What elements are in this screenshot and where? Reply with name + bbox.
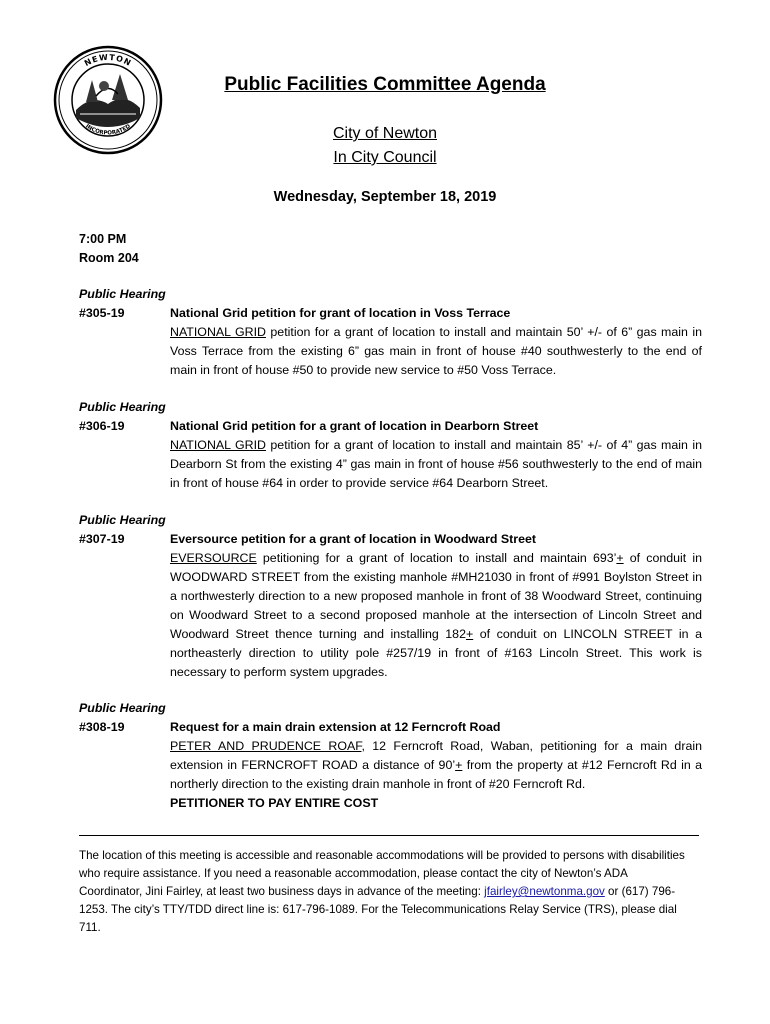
- agenda-item: [79, 398, 704, 493]
- item-heading: Request for a main drain extension at 12 Ferncroft Road: [170, 720, 501, 734]
- svg-text:NEWTON: NEWTON: [82, 52, 134, 69]
- cost-note: PETITIONER TO PAY ENTIRE COST: [170, 796, 379, 810]
- item-number: #307-19: [79, 532, 125, 546]
- accessibility-notice: The location of this meeting is accessible and reasonable accommodations will be provided to persons with disabilities who require assistance. If you need a reasonable accommodation, please contact the city of Newton’s ADA Coordinator, Jini Fairley, at least two business days in advance of the meeting: jfairley@newtonma.gov or (617) 796-1253. The city’s TTY/TDD direct line is: 617-796-1089. For the Telecommunications Relay Service (TRS), please dial 711.: [79, 849, 685, 934]
- item-heading: National Grid petition for a grant of location in Dearborn Street: [170, 419, 539, 433]
- petitioner-name: EVERSOURCE: [170, 551, 257, 565]
- item-description: PETER AND PRUDENCE ROAF, 12 Ferncroft Road, Waban, petitioning for a main drain extension in FERNCROFT ROAD a distance of 90’+ from the property at #12 Ferncroft Rd in a northerly direction to the existing drain manhole in front of #20 Ferncroft Rd.: [170, 739, 702, 791]
- agenda-item: [79, 285, 704, 380]
- item-number: #305-19: [79, 306, 125, 320]
- city-name: City of Newton: [332, 125, 438, 142]
- city-heading: [0, 122, 770, 170]
- petitioner-name: NATIONAL GRID: [170, 325, 266, 339]
- council-name: In City Council: [333, 149, 437, 166]
- meeting-time: 7:00 PM: [79, 232, 127, 246]
- item-description: NATIONAL GRID petition for a grant of location to install and maintain 85’ +/- of 4” gas main in Dearborn St from the existing 4” gas main in front of house #56 southwesterly to the end of main in front of house #64 in order to provide service #64 Dearborn Street.: [170, 438, 702, 490]
- agenda-item: [79, 511, 704, 682]
- petitioner-name: PETER AND PRUDENCE ROAF: [170, 739, 362, 753]
- footer-divider: [79, 835, 699, 836]
- item-number: #306-19: [79, 419, 125, 433]
- item-heading: Eversource petition for a grant of location in Woodward Street: [170, 532, 537, 546]
- public-hearing-label: Public Hearing: [79, 513, 166, 527]
- public-hearing-label: Public Hearing: [79, 701, 166, 715]
- meeting-room: Room 204: [79, 251, 139, 265]
- public-hearing-label: Public Hearing: [79, 287, 166, 301]
- meeting-date: Wednesday, September 18, 2019: [273, 189, 497, 205]
- meeting-info: [79, 230, 139, 268]
- agenda-item: [79, 699, 704, 813]
- petitioner-name: NATIONAL GRID: [170, 438, 266, 452]
- item-heading: National Grid petition for grant of location in Voss Terrace: [170, 306, 511, 320]
- item-description: NATIONAL GRID petition for a grant of location to install and maintain 50’ +/- of 6” gas main in Voss Terrace from the existing 6” gas main in front of house #40 southwesterly to the end of main in front of house #50 to provide new service to #50 Voss Terrace.: [170, 325, 702, 377]
- ada-email-link[interactable]: jfairley@newtonma.gov: [484, 885, 605, 898]
- item-description: EVERSOURCE petitioning for a grant of location to install and maintain 693’+ of conduit in WOODWARD STREET from the existing manhole #MH21030 in front of #991 Boylston Street in a northwesterly direction to a new proposed manhole in front of 38 Woodward Street, continuing on Woodward Street to a second proposed manhole at the intersection of Lincoln Street and Woodward Street thence turning and installing 182+ of conduit on LINCOLN STREET in a northeasterly direction to utility pole #257/19 in front of #163 Lincoln Street. This work is necessary to perform system upgrades.: [170, 551, 702, 679]
- public-hearing-label: Public Hearing: [79, 400, 166, 414]
- page-title: Public Facilities Committee Agenda: [224, 74, 546, 95]
- item-number: #308-19: [79, 720, 125, 734]
- svg-text:INCORPORATED: INCORPORATED: [84, 123, 132, 137]
